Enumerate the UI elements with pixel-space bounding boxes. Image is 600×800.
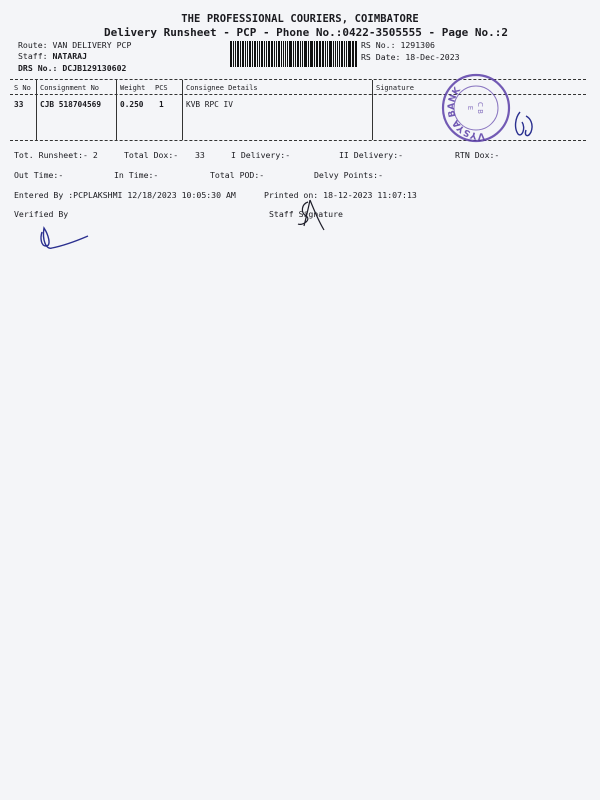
barcode-bar (319, 41, 320, 67)
barcode-bar (281, 41, 282, 67)
col-header-weight: Weight (120, 84, 146, 92)
staff-line (18, 51, 87, 61)
total-dox-value: 33 (195, 150, 205, 160)
barcode-bar (302, 41, 303, 67)
barcode-bar (254, 41, 257, 67)
rs-date-label: RS Date: (361, 52, 401, 62)
barcode-bar (242, 41, 244, 67)
barcode-bar (333, 41, 334, 67)
staff-signature-label: Staff Signature (269, 209, 343, 219)
bank-stamp (440, 72, 512, 144)
total-runsheet: Tot. Runsheet:- 2 (14, 150, 98, 160)
barcode-bar (283, 41, 284, 67)
rtn-dox: RTN Dox:- (455, 150, 500, 160)
barcode-bar (249, 41, 251, 67)
col-header-sno: S No (14, 84, 31, 92)
barcode-bar (287, 41, 288, 67)
row-pcs: 1 (159, 100, 164, 109)
barcode-bar (320, 41, 321, 67)
col-header-consignee: Consignee Details (186, 84, 258, 92)
svg-text:C B: C B (476, 102, 484, 114)
verifier-signature (36, 220, 92, 254)
barcode-bar (293, 41, 294, 67)
barcode-bar (344, 41, 345, 67)
barcode-bar (237, 41, 240, 67)
row-consignment: CJB 518704569 (40, 100, 102, 109)
drs-line (18, 63, 126, 73)
rs-date-value: 18-Dec-2023 (405, 52, 460, 62)
barcode-bar (316, 41, 318, 67)
barcode-bar (322, 41, 324, 67)
row-sno: 33 (14, 100, 24, 109)
barcode-bar (327, 41, 328, 67)
staff-label: Staff: (18, 51, 48, 61)
company-name: THE PROFESSIONAL COURIERS, COIMBATORE (181, 13, 419, 25)
barcode-bar (278, 41, 280, 67)
barcode-bar (300, 41, 301, 67)
rs-no-value: 1291306 (400, 40, 435, 50)
rs-date-line (361, 52, 460, 62)
barcode-bar (305, 41, 307, 67)
barcode-bar (268, 41, 270, 67)
barcode-bar (346, 41, 347, 67)
drs-value: DCJB129130602 (62, 63, 127, 73)
col-divider (36, 80, 37, 140)
verified-by: Verified By (14, 209, 69, 219)
barcode-bar (259, 41, 260, 67)
staff-signature (292, 196, 328, 236)
out-time: Out Time:- (14, 170, 64, 180)
route-label: Route: (18, 40, 48, 50)
barcode-bar (235, 41, 236, 67)
barcode-bar (295, 41, 296, 67)
col-header-consignment: Consignment No (40, 84, 100, 92)
barcode-bar (341, 41, 343, 67)
receiver-signature-mark (506, 108, 542, 142)
barcode-bar (353, 41, 354, 67)
barcode-bar (233, 41, 234, 67)
total-dox-label: Total Dox:- (124, 150, 179, 160)
entered-by: Entered By :PCPLAKSHMI 12/18/2023 10:05:30 AM (14, 190, 236, 200)
barcode-bar (240, 41, 241, 67)
barcode-bar (308, 41, 309, 67)
col-divider (182, 80, 183, 140)
barcode-bar (329, 41, 332, 67)
barcode-bar (325, 41, 326, 67)
barcode-bar (245, 41, 246, 67)
barcode-bar (230, 41, 232, 67)
runsheet-title: Delivery Runsheet - PCP - Phone No.:0422-3505555 - Page No.:2 (104, 26, 508, 39)
barcode (230, 41, 358, 67)
delvy-points: Delvy Points:- (314, 170, 384, 180)
col-header-pcs: PCS (155, 84, 168, 92)
barcode-bar (264, 41, 265, 67)
rs-no-line (361, 40, 435, 50)
barcode-bar (289, 41, 292, 67)
barcode-bar (297, 41, 299, 67)
barcode-bar (314, 41, 315, 67)
barcode-bar (257, 41, 258, 67)
stamp-text: VYSYA BANK (446, 85, 485, 141)
barcode-bar (271, 41, 274, 67)
barcode-bar (304, 41, 305, 67)
barcode-bar (285, 41, 287, 67)
barcode-bar (276, 41, 277, 67)
col-header-signature: Signature (376, 84, 414, 92)
route-line (18, 40, 131, 50)
in-time: In Time:- (114, 170, 159, 180)
barcode-bar (261, 41, 263, 67)
barcode-bar (274, 41, 275, 67)
row-consignee: KVB RPC IV (186, 100, 233, 109)
row-weight: 0.250 (120, 100, 144, 109)
barcode-bar (310, 41, 313, 67)
col-divider (372, 80, 373, 140)
barcode-bar (335, 41, 337, 67)
staff-value: NATARAJ (52, 51, 88, 61)
rs-no-label: RS No.: (361, 40, 396, 50)
barcode-bar (337, 41, 338, 67)
total-pod: Total POD:- (210, 170, 265, 180)
barcode-bar (348, 41, 351, 67)
first-delivery: I Delivery:- (231, 150, 291, 160)
printed-on: Printed on: 18-12-2023 11:07:13 (264, 190, 417, 200)
second-delivery: II Delivery:- (339, 150, 404, 160)
barcode-bar (352, 41, 353, 67)
svg-text:E: E (466, 105, 474, 111)
drs-label: DRS No.: (18, 63, 58, 73)
col-divider (116, 80, 117, 140)
barcode-bar (247, 41, 248, 67)
barcode-bar (339, 41, 340, 67)
barcode-bar (355, 41, 357, 67)
route-value: VAN DELIVERY PCP (52, 40, 132, 50)
barcode-bar (252, 41, 253, 67)
barcode-bar (266, 41, 267, 67)
